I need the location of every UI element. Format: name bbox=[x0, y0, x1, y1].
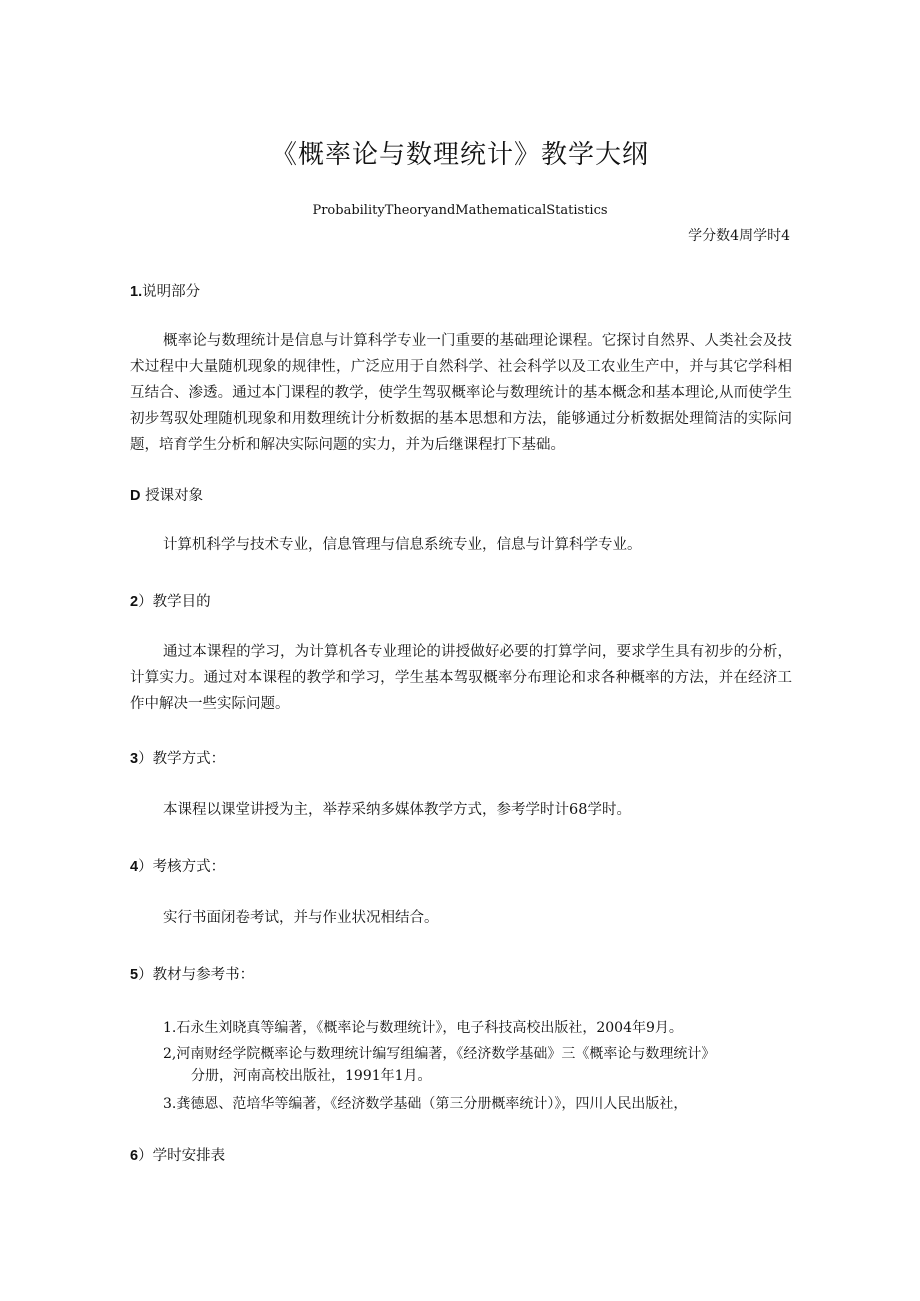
section-label: ）考核方式： bbox=[138, 859, 226, 875]
section-number: 5 bbox=[130, 967, 139, 983]
goal-paragraph: 通过本课程的学习，为计算机各专业理论的讲授做好必要的打算学问，要求学生具有初步的分析，计算实力。通过对本课程的教学和学习，学生基本驾驭概率分布理论和求各种概率的方法，并在经济工作中解决一些实际问题。 bbox=[130, 644, 792, 712]
section-number: D bbox=[130, 488, 141, 504]
page-title: 《概率论与数理统计》教学大纲 bbox=[270, 140, 649, 170]
reference-item bbox=[163, 1017, 803, 1039]
method-paragraph: 本课程以课堂讲授为主，举荐采纳多媒体教学方式，参考学时计68学时。 bbox=[163, 802, 631, 818]
english-subtitle: ProbabilityTheoryandMathematicalStatistics bbox=[312, 203, 608, 218]
section-heading-intro bbox=[130, 282, 200, 302]
reference-text: 1.石永生刘晓真等编著，《概率论与数理统计》，电子科技高校出版社，2004年9月。 bbox=[163, 1020, 683, 1036]
section-number: 4 bbox=[130, 859, 139, 875]
section-heading-audience bbox=[130, 486, 203, 506]
intro-paragraph: 概率论与数理统计是信息与计算科学专业一门重要的基础理论课程。它探讨自然界、人类社会及技术过程中大量随机现象的规律性，广泛应用于自然科学、社会科学以及工农业生产中，并与其它学科相互结合、渗透。通过本门课程的教学，使学生驾驭概率论与数理统计的基本概念和基本理论,从而使学生初步驾驭处理随机现象和用数理统计分析数据的基本思想和方法，能够通过分析数据处理简洁的实际问题，培育学生分析和解决实际问题的实力，并为后继课程打下基础。 bbox=[130, 333, 792, 453]
reference-item bbox=[163, 1093, 803, 1115]
section-label: ）教学方式： bbox=[138, 751, 226, 767]
section-number: 1. bbox=[130, 284, 143, 300]
reference-item bbox=[163, 1043, 803, 1087]
section-label: ）教材与参考书： bbox=[138, 967, 255, 983]
section-label: ）学时安排表 bbox=[138, 1148, 226, 1164]
section-number: 2 bbox=[130, 594, 139, 610]
section-number: 6 bbox=[130, 1148, 139, 1164]
section-heading-schedule bbox=[130, 1146, 225, 1166]
section-heading-goal bbox=[130, 592, 211, 612]
section-heading-textbooks bbox=[130, 965, 254, 985]
section-heading-method bbox=[130, 749, 225, 769]
reference-text: 2,河南财经学院概率论与数理统计编写组编著，《经济数学基础》三《概率论与数理统计》 bbox=[163, 1046, 716, 1062]
section-number: 3 bbox=[130, 751, 139, 767]
section-label: 授课对象 bbox=[145, 488, 204, 504]
section-label: ）教学目的 bbox=[138, 594, 211, 610]
section-label: 说明部分 bbox=[142, 284, 201, 300]
audience-paragraph: 计算机科学与技术专业，信息管理与信息系统专业，信息与计算科学专业。 bbox=[163, 537, 642, 553]
reference-text: 3.龚德恩、范培华等编著，《经济数学基础（第三分册概率统计）》，四川人民出版社， bbox=[163, 1096, 688, 1112]
reference-text-continued: 分册，河南高校出版社，1991年1月。 bbox=[191, 1068, 432, 1084]
assessment-paragraph: 实行书面闭卷考试，并与作业状况相结合。 bbox=[163, 910, 439, 926]
section-heading-assessment bbox=[130, 857, 225, 877]
credits-info: 学分数4周学时4 bbox=[688, 228, 790, 244]
